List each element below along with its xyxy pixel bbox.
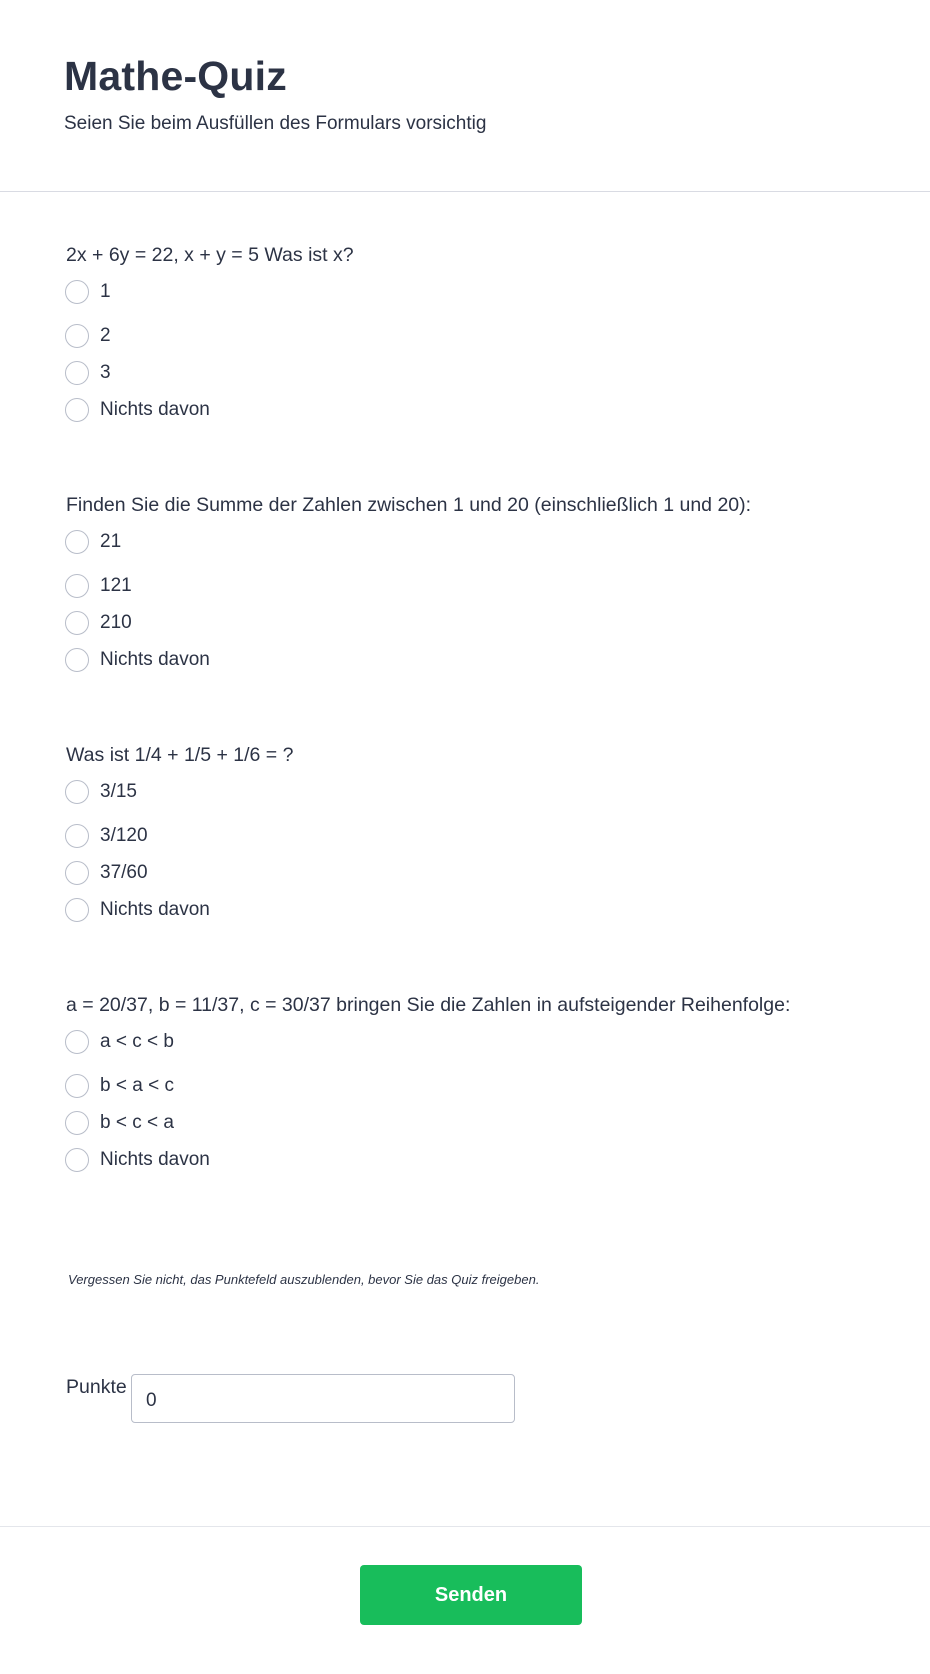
question-label: Finden Sie die Summe der Zahlen zwischen 1 und 20 (einschließlich 1 und 20): (66, 494, 752, 516)
form-header (0, 0, 930, 192)
radio-option[interactable] (66, 317, 916, 354)
option-label: 3 (100, 361, 111, 383)
question-3 (66, 743, 916, 928)
question-2 (66, 493, 916, 678)
radio-button[interactable] (65, 780, 89, 804)
page-subtitle: Seien Sie beim Ausfüllen des Formulars vorsichtig (64, 113, 487, 134)
score-input[interactable] (131, 1374, 515, 1423)
option-label: 2 (100, 324, 111, 346)
radio-option[interactable] (66, 817, 916, 854)
option-label: Nichts davon (100, 648, 210, 670)
question-label: 2x + 6y = 22, x + y = 5 Was ist x? (66, 244, 354, 266)
question-1 (66, 243, 916, 428)
question-label: Was ist 1/4 + 1/5 + 1/6 = ? (66, 744, 294, 766)
radio-option[interactable] (66, 1067, 916, 1104)
radio-option[interactable] (66, 354, 916, 391)
option-label: 21 (100, 531, 122, 552)
radio-option[interactable] (66, 280, 916, 304)
option-label: Nichts davon (100, 898, 210, 920)
radio-option[interactable] (66, 1141, 916, 1178)
page-title: Mathe-Quiz (64, 53, 287, 99)
option-label: 1 (100, 281, 111, 302)
radio-option[interactable] (66, 854, 916, 891)
radio-option[interactable] (66, 1104, 916, 1141)
radio-button[interactable] (65, 1148, 89, 1172)
radio-option[interactable] (66, 780, 916, 804)
radio-button[interactable] (65, 574, 89, 598)
radio-button[interactable] (65, 648, 89, 672)
option-label: 3/15 (100, 781, 137, 802)
radio-button[interactable] (65, 1074, 89, 1098)
radio-button[interactable] (65, 611, 89, 635)
radio-button[interactable] (65, 861, 89, 885)
radio-button[interactable] (65, 1111, 89, 1135)
radio-button[interactable] (65, 324, 89, 348)
hint-text: Vergessen Sie nicht, das Punktefeld auszublenden, bevor Sie das Quiz freigeben. (68, 1272, 540, 1287)
question-label: a = 20/37, b = 11/37, c = 30/37 bringen Sie die Zahlen in aufsteigender Reihenfolge: (66, 994, 791, 1016)
radio-option[interactable] (66, 567, 916, 604)
submit-button[interactable]: Senden (360, 1565, 582, 1625)
radio-option[interactable] (66, 530, 916, 554)
radio-button[interactable] (65, 398, 89, 422)
radio-button[interactable] (65, 280, 89, 304)
option-label: 37/60 (100, 861, 148, 883)
radio-option[interactable] (66, 641, 916, 678)
radio-button[interactable] (65, 530, 89, 554)
question-4 (66, 993, 916, 1178)
option-label: a < c < b (100, 1031, 174, 1052)
radio-button[interactable] (65, 898, 89, 922)
footer-divider (0, 1526, 930, 1527)
option-label: b < a < c (100, 1074, 174, 1096)
option-label: Nichts davon (100, 398, 210, 420)
radio-option[interactable] (66, 891, 916, 928)
option-label: 121 (100, 574, 132, 596)
radio-button[interactable] (65, 1030, 89, 1054)
radio-option[interactable] (66, 604, 916, 641)
radio-button[interactable] (65, 824, 89, 848)
option-label: Nichts davon (100, 1148, 210, 1170)
option-label: 3/120 (100, 824, 148, 846)
radio-option[interactable] (66, 1030, 916, 1054)
radio-option[interactable] (66, 391, 916, 428)
score-label: Punkte (66, 1376, 127, 1398)
option-label: b < c < a (100, 1111, 174, 1133)
radio-button[interactable] (65, 361, 89, 385)
option-label: 210 (100, 611, 132, 633)
